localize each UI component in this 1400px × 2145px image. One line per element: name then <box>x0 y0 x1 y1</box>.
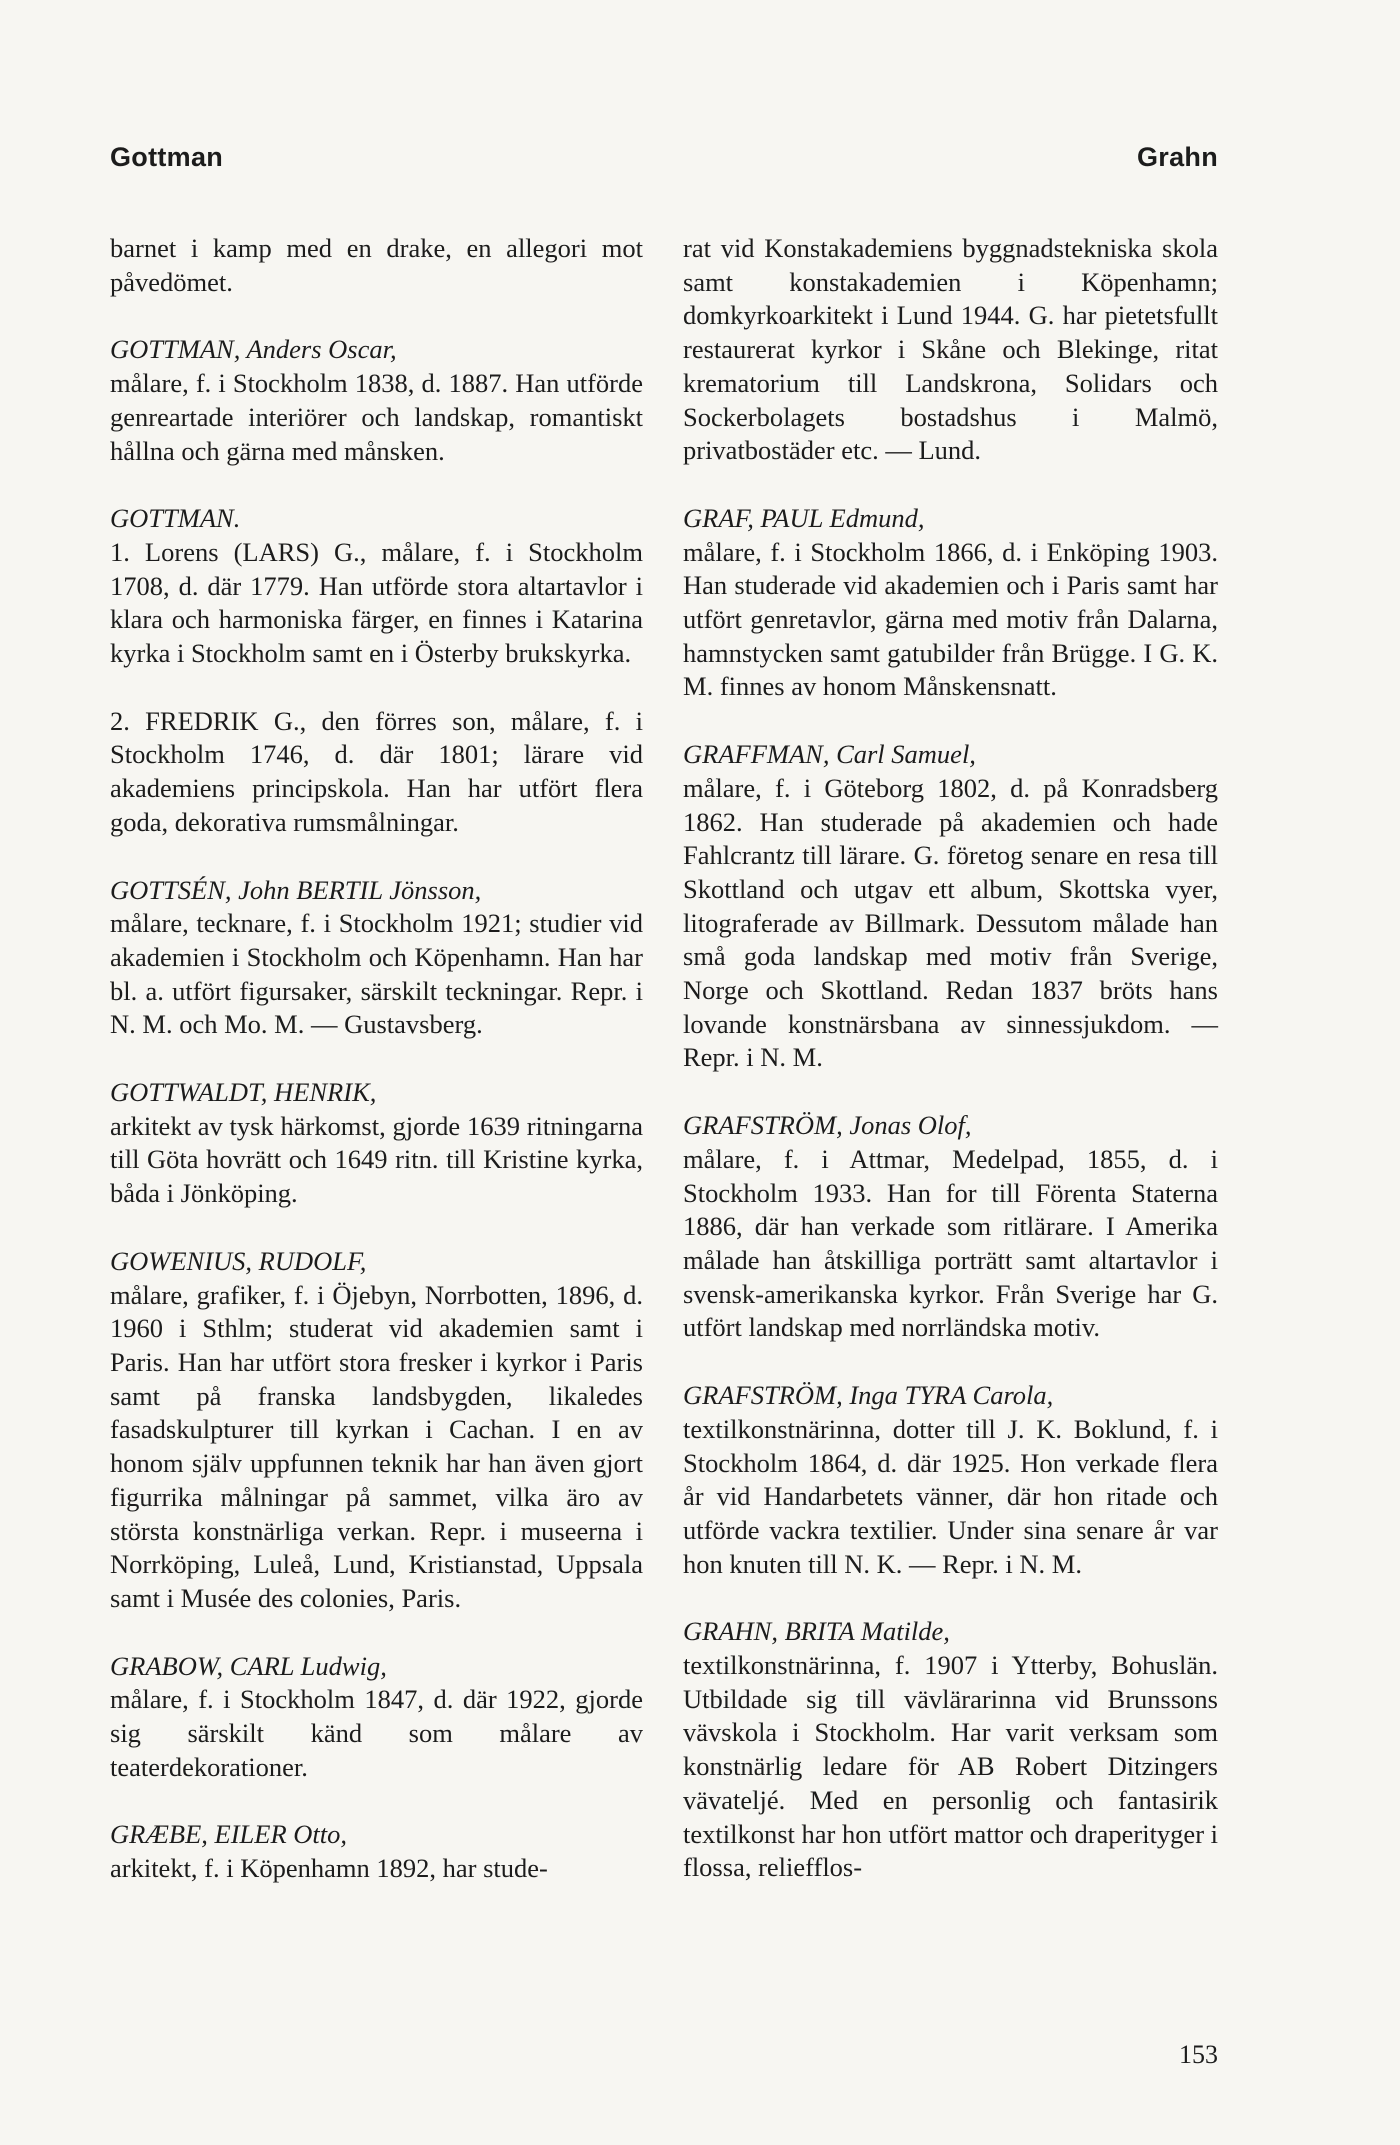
entry-headword: GRAF, PAUL Edmund, <box>683 502 925 533</box>
entry <box>683 1379 1218 1581</box>
entry <box>683 738 1218 1075</box>
entry-headword: GRAFSTRÖM, Inga TYRA Carola, <box>683 1380 1054 1411</box>
entry-text: målare, f. i Stockholm 1847, d. där 1922, gjorde sig särskilt känd som målare av teaterdekorationer. <box>110 1684 643 1782</box>
entry-text: målare, f. i Stockholm 1866, d. i Enköping 1903. Han studerade vid akademien och i Paris samt har utfört genretavlor, gärna med motiv från Dalarna, hamnstycken samt gatubilder från Brügge. I G. K. M. finnes av honom Månskensnatt. <box>683 536 1218 702</box>
entry <box>110 232 643 299</box>
entry-text: målare, f. i Stockholm 1838, d. 1887. Han utförde genreartade interiörer och landskap, romantiskt hållna och gärna med månsken. <box>110 368 643 466</box>
entry <box>110 1076 643 1211</box>
entry-headword: GRAFSTRÖM, Jonas Olof, <box>683 1110 972 1141</box>
running-head-left: Gottman <box>110 142 224 172</box>
entry-text: arkitekt, f. i Köpenhamn 1892, har stude- <box>110 1853 548 1884</box>
entry <box>683 232 1218 468</box>
entry-headword: GRABOW, CARL Ludwig, <box>110 1650 387 1681</box>
entry-headword: GOTTWALDT, HENRIK, <box>110 1077 377 1108</box>
entry-headword: GOTTMAN. <box>110 503 241 534</box>
entry-headword: GOTTMAN, Anders Oscar, <box>110 334 397 365</box>
entry-text: barnet i kamp med en drake, en allegori mot påvedömet. <box>110 233 643 297</box>
entry-text: arkitekt av tysk härkomst, gjorde 1639 ritningarna till Göta hovrätt och 1649 ritn. till Kristine kyrka, båda i Jönköping. <box>110 1110 643 1209</box>
entry <box>110 1818 643 1885</box>
page-number: 153 <box>1179 2040 1218 2069</box>
entry <box>683 1615 1218 1885</box>
entry <box>110 1245 643 1616</box>
right-column <box>683 232 1218 1919</box>
entry-text: målare, f. i Attmar, Medelpad, 1855, d. i Stockholm 1933. Han for till Förenta Staterna 1886, där han verkade som ritlärare. I Amerika målade han åtskilliga porträtt samt altartavlor i svensk-amerikanska kyrkor. Från Sverige har G. utfört landskap med norrländska motiv. <box>683 1143 1218 1343</box>
entry <box>683 502 1218 704</box>
running-head-right: Grahn <box>1136 142 1218 172</box>
entry-headword: GOWENIUS, RUDOLF, <box>110 1245 367 1276</box>
entry-text: rat vid Konstakademiens byggnadstekniska skola samt konstakademien i Köpenhamn; domkyrkoarkitekt i Lund 1944. G. har pietetsfullt restaurerat kyrkor i Skåne och Blekinge, ritat krematorium till Landskrona, Solidars och Sockerbolagets bostadshus i Malmö, privatbostäder etc. — Lund. <box>683 233 1218 466</box>
entry <box>110 705 643 840</box>
entry <box>110 1650 643 1785</box>
entry-text: målare, f. i Göteborg 1802, d. på Konradsberg 1862. Han studerade på akademien och hade Fahlcrantz till lärare. G. företog senare en resa till Skottland och utgav ett album, Skottska vyer, litograferade av Billmark. Dessutom målade han små goda landskap med motiv från Sverige, Norge och Skottland. Redan 1837 bröts hans lovande konstnärsbana av sinnessjukdom. — Repr. i N. M. <box>683 772 1218 1073</box>
entry <box>110 502 643 671</box>
entry-headword: GRAFFMAN, Carl Samuel, <box>683 739 976 770</box>
entry-text: målare, grafiker, f. i Öjebyn, Norrbotten, 1896, d. 1960 i Sthlm; studerat vid akademien samt i Paris. Han har utfört stora fresker i kyrkor i Paris samt på franska landsbygden, likaledes fasadskulpturer till kyrkan i Cachan. I en av honom själv uppfunnen teknik har han även gjort figurrika målningar på sammet, vilka äro av största konstnärliga verkan. Repr. i museerna i Norrköping, Luleå, Lund, Kristianstad, Uppsala samt i Musée des colonies, Paris. <box>110 1279 643 1613</box>
entry-text: 2. FREDRIK G., den förres son, målare, f. i Stockholm 1746, d. där 1801; lärare vid akademiens principskola. Han har utfört flera goda, dekorativa rumsmålningar. <box>110 705 643 837</box>
entry <box>110 874 643 1043</box>
entry-headword: GOTTSÉN, John BERTIL Jönsson, <box>110 874 482 905</box>
entry-text: målare, tecknare, f. i Stockholm 1921; studier vid akademien i Stockholm och Köpenhamn. Han har bl. a. utfört figursaker, särskilt teckningar. Repr. i N. M. och Mo. M. — Gustavsberg. <box>110 908 643 1040</box>
entry-headword: GRÆBE, EILER Otto, <box>110 1819 347 1850</box>
entry <box>683 1109 1218 1345</box>
left-column <box>110 232 643 1920</box>
entry-headword: GRAHN, BRITA Matilde, <box>683 1616 950 1647</box>
entry-text: textilkonstnärinna, f. 1907 i Ytterby, Bohuslän. Utbildade sig till vävlärarinna vid Brunssons vävskola i Stockholm. Har varit verksam som konstnärlig ledare för AB Robert Ditzingers vävateljé. Med en personlig och fantasirik textilkonst har hon utfört mattor och draperityger i flossa, reliefflos- <box>683 1650 1219 1883</box>
entry-text: textilkonstnärinna, dotter till J. K. Boklund, f. i Stockholm 1864, d. där 1925. Hon verkade flera år vid Handarbetets vänner, där hon ritade och utförde vackra textilier. Under sina senare år var hon knuten till N. K. — Repr. i N. M. <box>683 1413 1218 1579</box>
entry <box>110 333 643 468</box>
entry-text: 1. Lorens (LARS) G., målare, f. i Stockholm 1708, d. där 1779. Han utförde stora altartavlor i klara och harmoniska färger, en finnes i Katarina kyrka i Stockholm samt en i Österby brukskyrka. <box>110 536 643 669</box>
